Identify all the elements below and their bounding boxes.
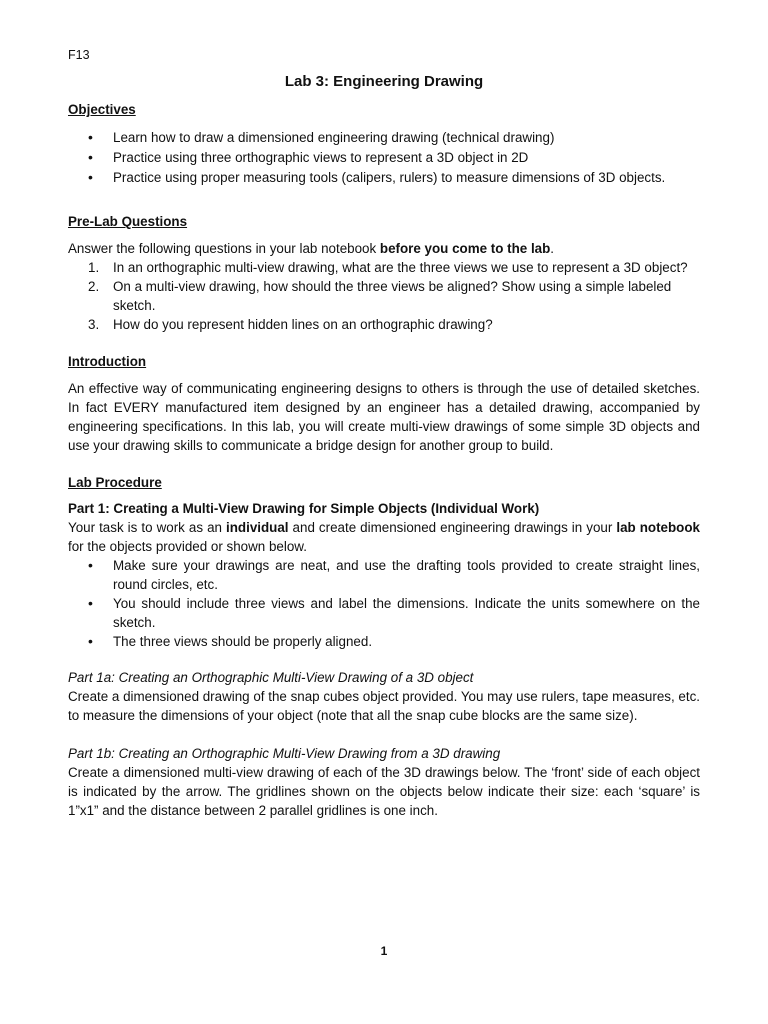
document-title: Lab 3: Engineering Drawing: [284, 73, 484, 90]
part1-guidelines: [68, 556, 700, 651]
question-number: 3.: [88, 317, 100, 332]
objective-item: • Practice using proper measuring tools (calipers, rulers) to measure dimensions of 3D objects.: [68, 168, 700, 187]
part1-emphasis-notebook: lab notebook: [616, 520, 700, 535]
part1-body: [68, 518, 700, 556]
objective-item: • Practice using three orthographic views to represent a 3D object in 2D: [68, 148, 700, 167]
introduction-heading: Introduction: [68, 354, 147, 369]
objectives-list: [68, 128, 700, 187]
introduction-body: An effective way of communicating engineering designs to others is through the use of detailed sketches. In fact EVERY manufactured item designed by an engineer has a detailed drawing, accompanied by engineering specifications. In this lab, you will create multi-view drawings of some simple 3D objects and use your drawing skills to communicate a bridge design for another group to build.: [68, 381, 700, 453]
guideline-item: • Make sure your drawings are neat, and use the drafting tools provided to create straight lines, round circles, etc.: [68, 556, 700, 594]
objective-item: • Learn how to draw a dimensioned engineering drawing (technical drawing): [68, 128, 700, 147]
question-number: 2.: [88, 279, 100, 294]
question-text: How do you represent hidden lines on an orthographic drawing?: [113, 317, 493, 332]
question-text: In an orthographic multi-view drawing, what are the three views we use to represent a 3D object?: [113, 260, 688, 275]
guideline-item: • You should include three views and label the dimensions. Indicate the units somewhere on the sketch.: [68, 594, 700, 632]
part1-text-c: for the objects provided or shown below.: [68, 539, 307, 554]
procedure-heading: Lab Procedure: [68, 475, 162, 490]
procedure-section: [68, 473, 700, 820]
prelab-question: [68, 277, 700, 315]
question-text: On a multi-view drawing, how should the three views be aligned? Show using a simple labeled sketch.: [113, 279, 672, 313]
prelab-section: [68, 212, 700, 334]
question-number: 1.: [88, 260, 100, 275]
part1-text-b: and create dimensioned engineering drawings in your: [288, 520, 617, 535]
part1a-title: Part 1a: Creating an Orthographic Multi-View Drawing of a 3D object: [68, 670, 474, 685]
page-number: 1: [380, 944, 388, 958]
prelab-intro-text: Answer the following questions in your lab notebook: [68, 241, 380, 256]
guideline-item: • The three views should be properly aligned.: [68, 632, 700, 651]
prelab-intro: [68, 239, 700, 258]
objectives-heading: Objectives: [68, 102, 136, 117]
document-id: F13: [68, 48, 90, 62]
document-body: [68, 100, 700, 820]
part1b-title: Part 1b: Creating an Orthographic Multi-View Drawing from a 3D drawing: [68, 746, 501, 761]
prelab-question: [68, 258, 700, 277]
part1a-body: Create a dimensioned drawing of the snap cubes object provided. You may use rulers, tape measures, etc. to measure the dimensions of your object (note that all the snap cube blocks are the same size).: [68, 689, 700, 723]
prelab-question: [68, 315, 700, 334]
prelab-heading: Pre-Lab Questions: [68, 214, 188, 229]
prelab-questions: [68, 258, 700, 334]
prelab-intro-end: .: [550, 241, 555, 256]
objectives-section: [68, 100, 700, 187]
part1-text-a: Your task is to work as an: [68, 520, 227, 535]
prelab-intro-emphasis: before you come to the lab: [379, 241, 551, 256]
part1-emphasis-individual: individual: [226, 520, 289, 535]
introduction-section: [68, 352, 700, 455]
part1-title: Part 1: Creating a Multi-View Drawing for Simple Objects (Individual Work): [68, 501, 540, 516]
part1b-body: Create a dimensioned multi-view drawing of each of the 3D drawings below. The ‘front’ side of each object is indicated by the arrow. The gridlines shown on the objects below indicate their size: each ‘square’ is 1”x1” and the distance between 2 parallel gridlines is one inch.: [68, 765, 700, 818]
